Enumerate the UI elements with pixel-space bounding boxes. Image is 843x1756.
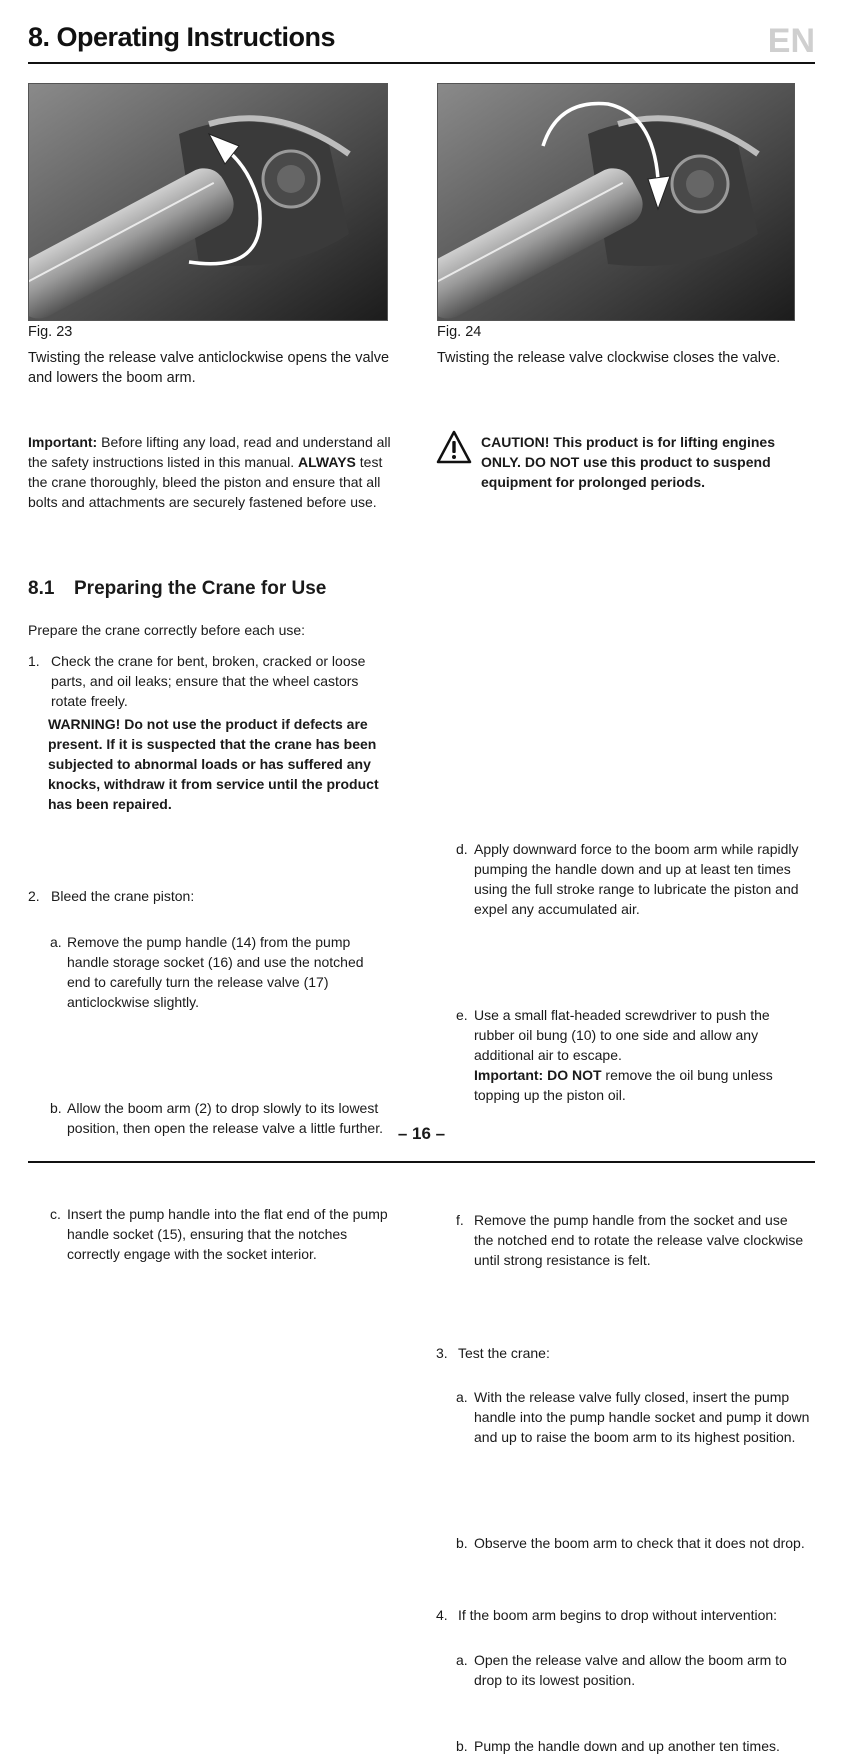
item-2e-important-label: Important: DO NOT	[474, 1067, 602, 1083]
important-notice	[28, 432, 402, 512]
list-item-2e	[456, 1005, 806, 1105]
fig-24-caption: Twisting the release valve clockwise closes the valve.	[437, 350, 781, 366]
item-1-label: 1.	[28, 653, 40, 669]
item-4-label: 4.	[436, 1607, 448, 1623]
item-1-text: Check the crane for bent, broken, cracked or loose parts, and oil leaks; ensure that the wheel castors rotate freely.	[51, 653, 366, 709]
list-item-3b	[456, 1533, 806, 1553]
page-title: 8. Operating Instructions	[28, 22, 336, 52]
fig-24-photo	[437, 83, 795, 321]
list-item-2c	[50, 1204, 400, 1264]
item-2e-text: Use a small flat-headed screwdriver to push the rubber oil bung (10) to one side and allow any additional air to escape.	[474, 1007, 770, 1063]
header-rule	[28, 62, 815, 64]
fig-23-label: Fig. 23	[28, 324, 73, 340]
caution-icon	[436, 430, 472, 469]
list-item-4a	[456, 1650, 806, 1690]
list-item-3	[436, 1343, 806, 1363]
list-item-4b	[456, 1736, 806, 1756]
item-2f-text: Remove the pump handle from the socket and use the notched end to rotate the release valve clockwise until strong resistance is felt.	[474, 1212, 804, 1268]
item-4b-text: Pump the handle down and up another ten times.	[474, 1738, 780, 1754]
item-2a-label: a.	[50, 934, 62, 950]
section-heading	[28, 578, 326, 600]
footer-rule	[28, 1161, 815, 1163]
item-3-label: 3.	[436, 1345, 448, 1361]
list-item-2a	[50, 932, 390, 1012]
list-item-2d	[456, 839, 806, 919]
item-2-text: Bleed the crane piston:	[51, 888, 195, 904]
list-item-2	[28, 886, 388, 906]
item-3-text: Test the crane:	[458, 1345, 550, 1361]
important-label: Important:	[28, 434, 98, 450]
item-4-text: If the boom arm begins to drop without intervention:	[458, 1607, 778, 1623]
item-2c-label: c.	[50, 1206, 61, 1222]
section-intro: Prepare the crane correctly before each use:	[28, 622, 306, 638]
item-2a-text: Remove the pump handle (14) from the pump handle storage socket (16) and use the notched end to carefully turn the release valve (17) anticlockwise slightly.	[67, 934, 364, 1010]
important-text-2: test the crane thoroughly, bleed the piston and ensure that all bolts and attachments are securely fastened before use.	[28, 454, 383, 510]
item-4a-label: a.	[456, 1652, 468, 1668]
list-item-2f	[456, 1210, 806, 1270]
item-3a-text: With the release valve fully closed, insert the pump handle into the pump handle socket and pump it down and up to raise the boom arm to its highest position.	[474, 1389, 810, 1445]
fig-24-label: Fig. 24	[437, 324, 482, 340]
important-text-1: Before lifting any load, read and understand all the safety instructions listed in this manual.	[28, 434, 391, 470]
item-2f-label: f.	[456, 1212, 464, 1228]
item-3b-label: b.	[456, 1535, 468, 1551]
page-number: – 16 –	[397, 1124, 446, 1143]
fig-23-photo	[28, 83, 388, 321]
caution-text: CAUTION! This product is for lifting engines ONLY. DO NOT use this product to suspend equipment for prolonged periods.	[481, 434, 775, 490]
item-1-warning: WARNING! Do not use the product if defects are present. If it is suspected that the crane has been subjected to abnormal loads or has suffered any knocks, withdraw it from service until the product has been repaired.	[48, 716, 379, 812]
item-2b-label: b.	[50, 1100, 62, 1116]
item-3b-text: Observe the boom arm to check that it does not drop.	[474, 1535, 805, 1551]
item-2b-text: Allow the boom arm (2) to drop slowly to its lowest position, then open the release valve a little further.	[67, 1100, 383, 1136]
list-item-3a	[456, 1387, 814, 1447]
list-item-4	[436, 1605, 816, 1625]
section-title: Preparing the Crane for Use	[74, 578, 327, 599]
language-code: EN	[767, 22, 815, 60]
item-2e-important-text: remove the oil bung unless topping up the piston oil.	[474, 1067, 773, 1103]
important-always: ALWAYS	[298, 454, 356, 470]
list-item-1	[28, 651, 388, 711]
item-2d-label: d.	[456, 841, 468, 857]
item-2e-label: e.	[456, 1007, 468, 1023]
item-4b-label: b.	[456, 1738, 468, 1754]
item-2c-text: Insert the pump handle into the flat end of the pump handle socket (15), ensuring that the notches correctly engage with the socket interior.	[67, 1206, 388, 1262]
section-number: 8.1	[28, 578, 55, 599]
item-2e-important	[474, 1065, 806, 1105]
item-3a-label: a.	[456, 1389, 468, 1405]
item-2-label: 2.	[28, 888, 40, 904]
fig-23-caption: Twisting the release valve anticlockwise opens the valve and lowers the boom arm.	[28, 350, 390, 386]
item-2d-text: Apply downward force to the boom arm while rapidly pumping the handle down and up at least ten times using the full stroke range to lubricate the piston and expel any accumulated air.	[474, 841, 799, 917]
item-4a-text: Open the release valve and allow the boom arm to drop to its lowest position.	[474, 1652, 787, 1688]
